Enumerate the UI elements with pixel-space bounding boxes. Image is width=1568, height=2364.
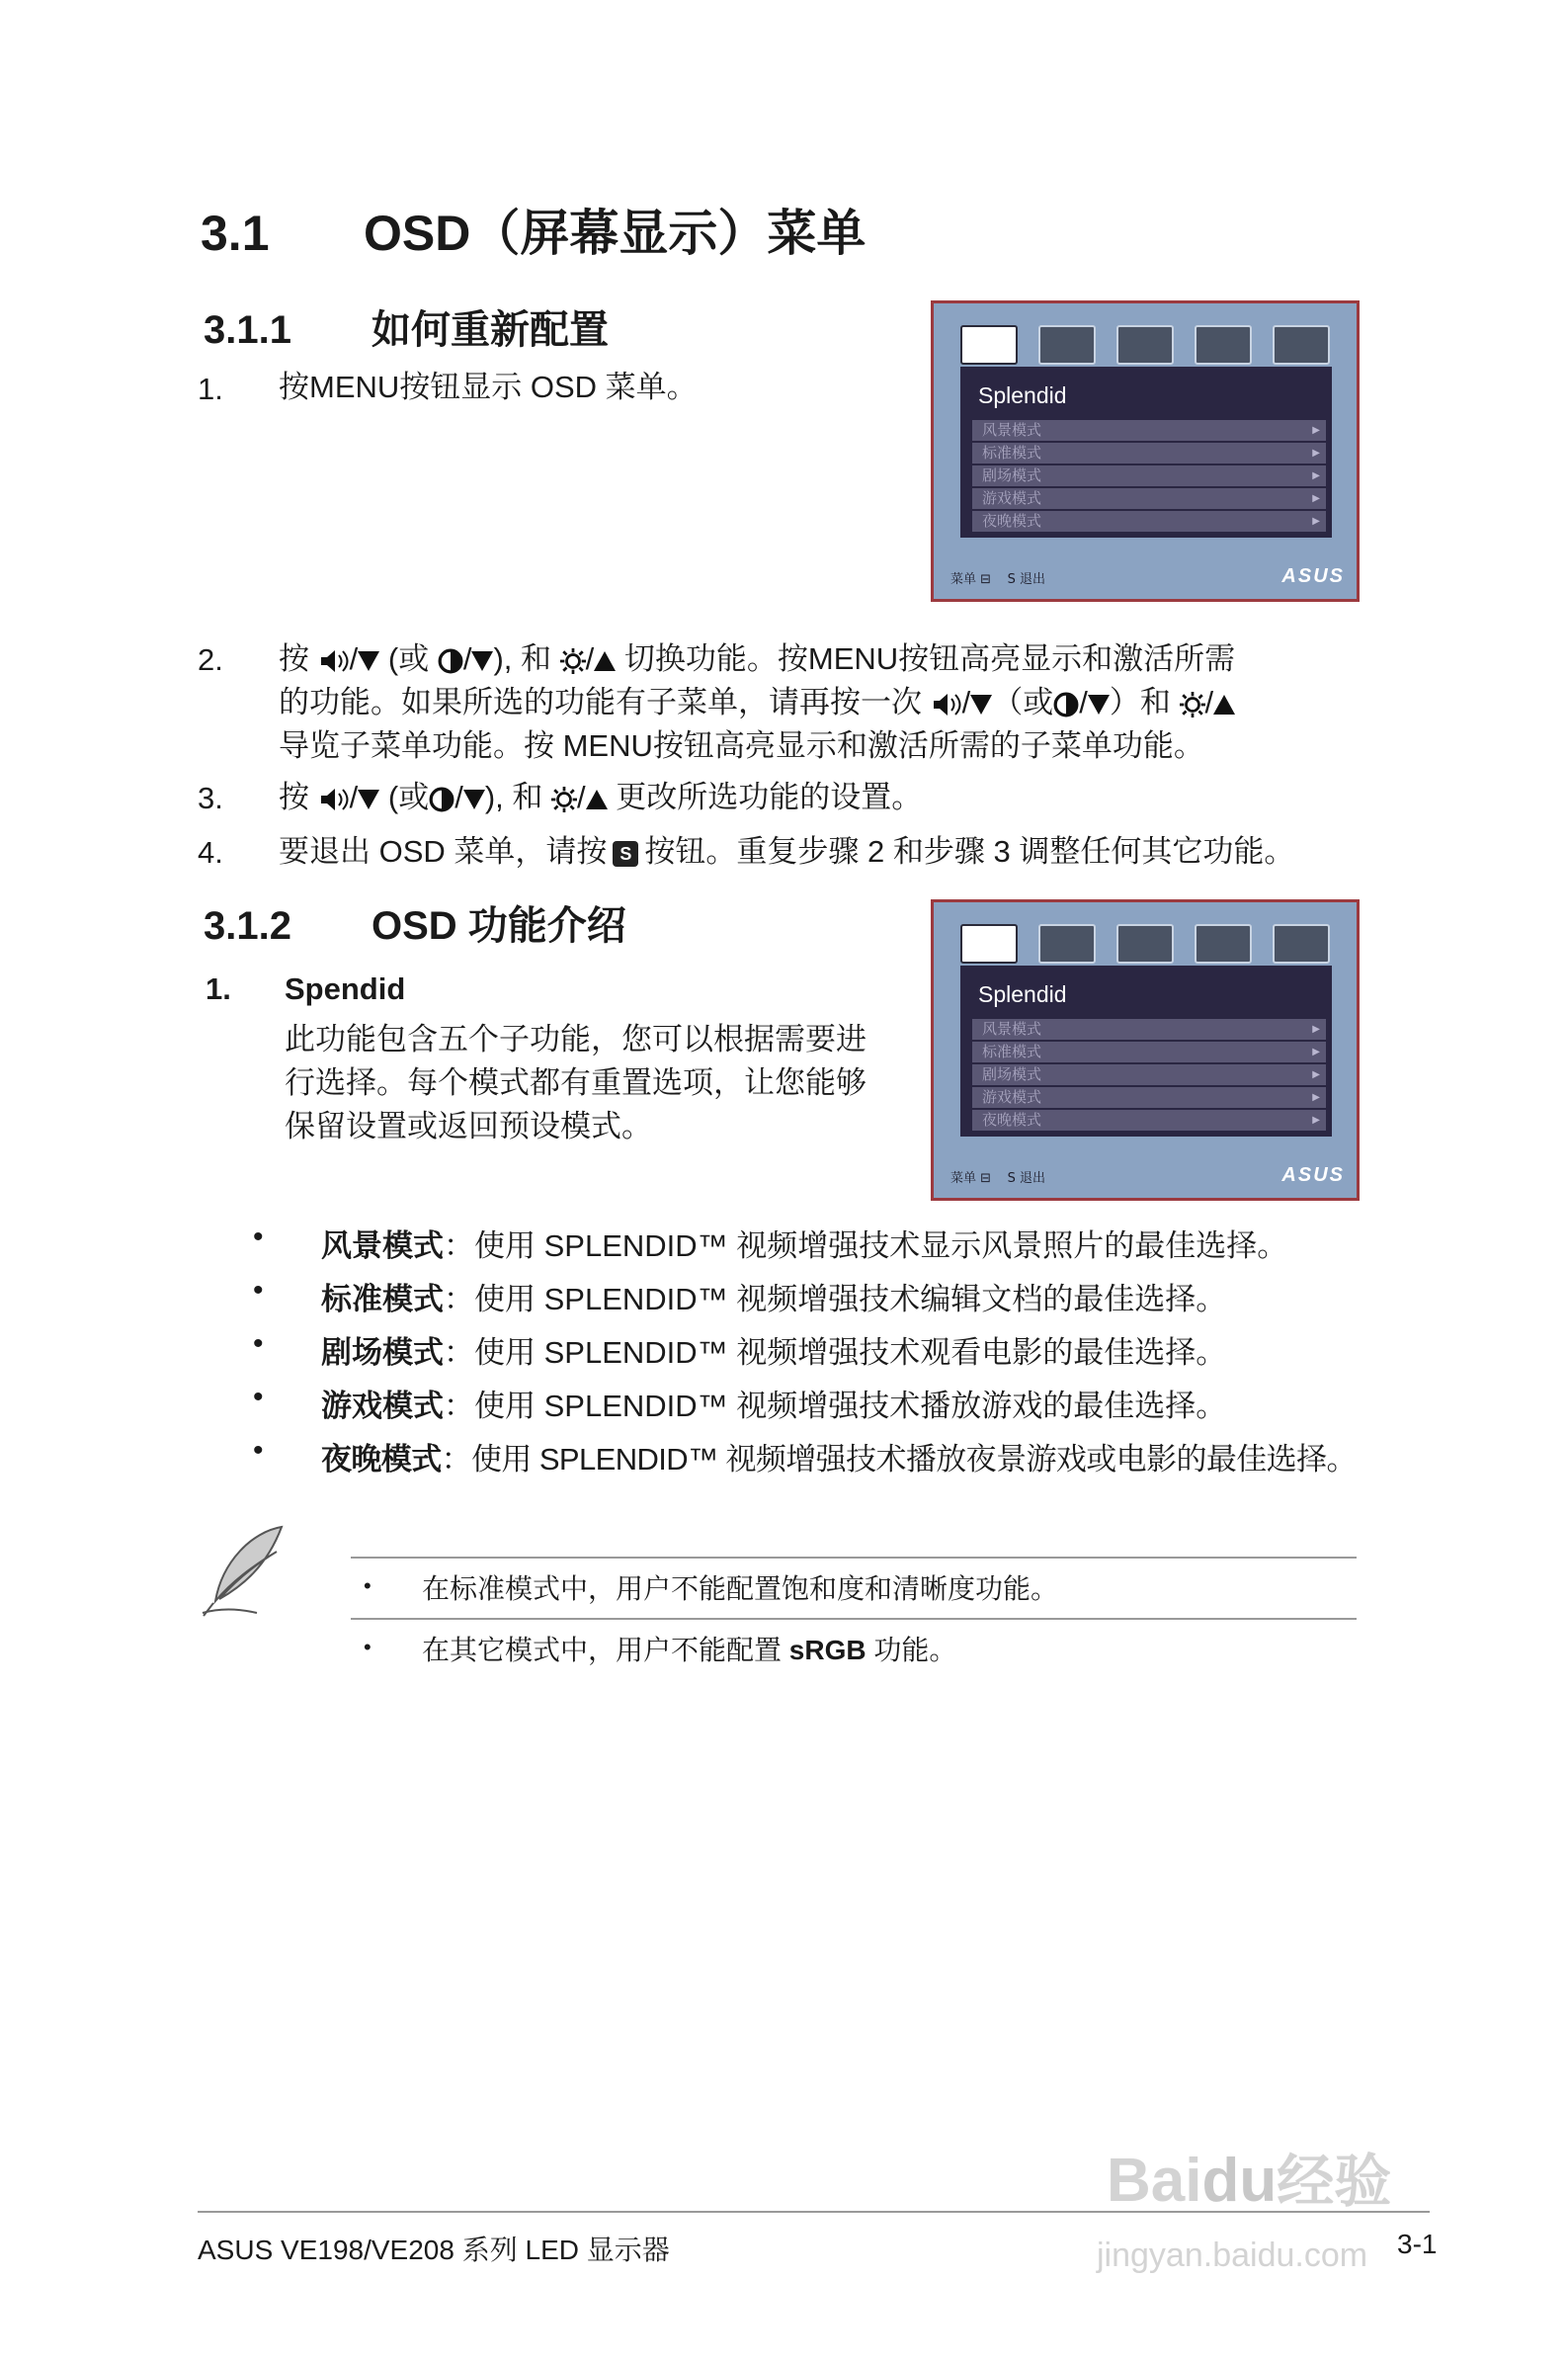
osd-item: 风景模式 ▶ — [972, 420, 1326, 441]
asus-logo: ASUS — [1281, 1164, 1345, 1186]
osd-tab-color-icon — [1116, 325, 1174, 365]
heading-title: OSD（屏幕显示）菜单 — [364, 206, 867, 261]
down-arrow-icon — [970, 695, 992, 715]
page-number: 3-1 — [1397, 2229, 1438, 2259]
enter-icon: ⊟ — [980, 572, 992, 587]
baidu-watermark-url: jingyan.baidu.com — [1097, 2237, 1368, 2274]
step-3-text: 按 / (或 / ), 和 / 更改所选功能的设置。 — [279, 780, 923, 814]
brightness-icon — [560, 648, 586, 674]
osd-item: 风景模式 ▶ — [972, 1019, 1326, 1040]
item-heading: 1. Spendid — [206, 971, 406, 1006]
osd-item: 游戏模式 ▶ — [972, 1087, 1326, 1108]
osd-item: 夜晚模式 ▶ — [972, 1110, 1326, 1131]
step-2-line-3: 导览子菜单功能。按 MENU按钮高亮显示和激活所需的子菜单功能。 — [279, 728, 1204, 763]
osd-tab-input-icon — [1195, 325, 1252, 365]
osd-item: 游戏模式 ▶ — [972, 488, 1326, 509]
enter-icon: ⊟ — [980, 1171, 992, 1186]
bullet-icon: • — [364, 1573, 371, 1598]
volume-icon — [318, 647, 350, 675]
bullet-item: 游戏模式：使用 SPLENDID™ 视频增强技术播放游戏的最佳选择。 — [321, 1389, 1227, 1423]
osd-footer-exit: S 退出 — [1007, 1171, 1045, 1186]
osd-tab-color-icon — [1116, 924, 1174, 964]
bullet-icon: • — [253, 1381, 264, 1413]
bullet-icon: • — [253, 1221, 264, 1253]
osd-item: 夜晚模式 ▶ — [972, 511, 1326, 532]
bullet-item: 标准模式：使用 SPLENDID™ 视频增强技术编辑文档的最佳选择。 — [321, 1282, 1227, 1316]
bullet-icon: • — [364, 1635, 371, 1659]
section-heading-3-1-2: 3.1.2 OSD 功能介绍 — [204, 904, 626, 948]
bullet-icon: • — [253, 1434, 264, 1467]
step-4-number: 4. — [198, 835, 223, 870]
osd-tab-splendid-icon — [960, 325, 1018, 365]
down-arrow-icon — [358, 651, 379, 671]
note-2: 在其它模式中，用户不能配置 sRGB 功能。 — [422, 1635, 957, 1665]
down-arrow-icon — [1088, 695, 1110, 715]
note-1: 在标准模式中，用户不能配置饱和度和清晰度功能。 — [422, 1573, 1059, 1604]
brightness-icon — [1180, 692, 1205, 718]
bullet-item: 剧场模式：使用 SPLENDID™ 视频增强技术观看电影的最佳选择。 — [321, 1335, 1227, 1370]
osd-tab-splendid-icon — [960, 924, 1018, 964]
s-key-icon: S — [613, 841, 638, 867]
down-arrow-icon — [471, 651, 493, 671]
baidu-watermark-logo: Baidu经验 — [1107, 2147, 1392, 2215]
osd-tab-bar — [960, 920, 1332, 966]
brightness-icon — [551, 787, 577, 812]
osd-tab-image-icon — [1038, 325, 1096, 365]
asus-logo: ASUS — [1281, 565, 1345, 587]
step-1-number: 1. — [198, 372, 223, 406]
down-arrow-icon — [358, 790, 379, 809]
osd-menu-screenshot — [931, 899, 1360, 1201]
osd-item: 标准模式 ▶ — [972, 1042, 1326, 1062]
step-4-text: 要退出 OSD 菜单，请按 S 按钮。重复步骤 2 和步骤 3 调整任何其它功能。 — [279, 834, 1295, 869]
osd-tab-setup-icon — [1273, 924, 1330, 964]
osd-tab-input-icon — [1195, 924, 1252, 964]
osd-item: 剧场模式 ▶ — [972, 465, 1326, 486]
step-3-number: 3. — [198, 781, 223, 815]
step-2-number: 2. — [198, 642, 223, 677]
bullet-item: 风景模式：使用 SPLENDID™ 视频增强技术显示风景照片的最佳选择。 — [321, 1228, 1288, 1263]
osd-title: Splendid — [978, 981, 1067, 1007]
osd-tab-bar — [960, 321, 1332, 367]
step-2-line-2: 的功能。如果所选的功能有子菜单，请再按一次 / （或 / ）和 / — [279, 681, 1235, 724]
step-1-text: 按MENU按钮显示 OSD 菜单。 — [279, 370, 698, 404]
osd-title: Splendid — [978, 382, 1067, 408]
heading-number: 3.1 — [201, 206, 270, 261]
contrast-icon — [438, 648, 463, 674]
osd-menu-screenshot — [931, 300, 1360, 602]
section-heading-3-1-1: 3.1.1 如何重新配置 — [204, 308, 609, 352]
up-arrow-icon — [1213, 695, 1235, 715]
down-arrow-icon — [463, 790, 485, 809]
note-divider — [351, 1618, 1357, 1620]
footer-divider — [198, 2211, 1430, 2213]
osd-item: 剧场模式 ▶ — [972, 1064, 1326, 1085]
contrast-icon — [1053, 692, 1079, 718]
osd-tab-image-icon — [1038, 924, 1096, 964]
volume-icon — [931, 691, 962, 718]
bullet-icon: • — [253, 1327, 264, 1360]
osd-footer-menu: 菜单 — [950, 572, 977, 587]
contrast-icon — [429, 787, 454, 812]
osd-footer-exit: S 退出 — [1007, 572, 1045, 587]
osd-item: 标准模式 ▶ — [972, 443, 1326, 464]
bullet-item: 夜晚模式：使用 SPLENDID™ 视频增强技术播放夜景游戏或电影的最佳选择。 — [321, 1442, 1357, 1477]
page-title — [201, 194, 866, 265]
osd-tab-setup-icon — [1273, 325, 1330, 365]
up-arrow-icon — [586, 790, 608, 809]
bullet-icon: • — [253, 1274, 264, 1307]
step-2-line-1: 按 / (或 / ), 和 / 切换功能。按MENU按钮高亮显示和激活所需 — [279, 641, 1236, 676]
note-divider — [351, 1557, 1357, 1559]
feather-note-icon — [198, 1522, 291, 1621]
footer-product: ASUS VE198/VE208 系列 LED 显示器 — [198, 2235, 670, 2265]
osd-footer-menu: 菜单 — [950, 1171, 977, 1186]
up-arrow-icon — [594, 651, 616, 671]
volume-icon — [318, 786, 350, 813]
item-description: 此功能包含五个子功能，您可以根据需要进 行选择。每个模式都有重置选项，让您能够 保留设置或返回预设模式。 — [285, 1022, 867, 1143]
